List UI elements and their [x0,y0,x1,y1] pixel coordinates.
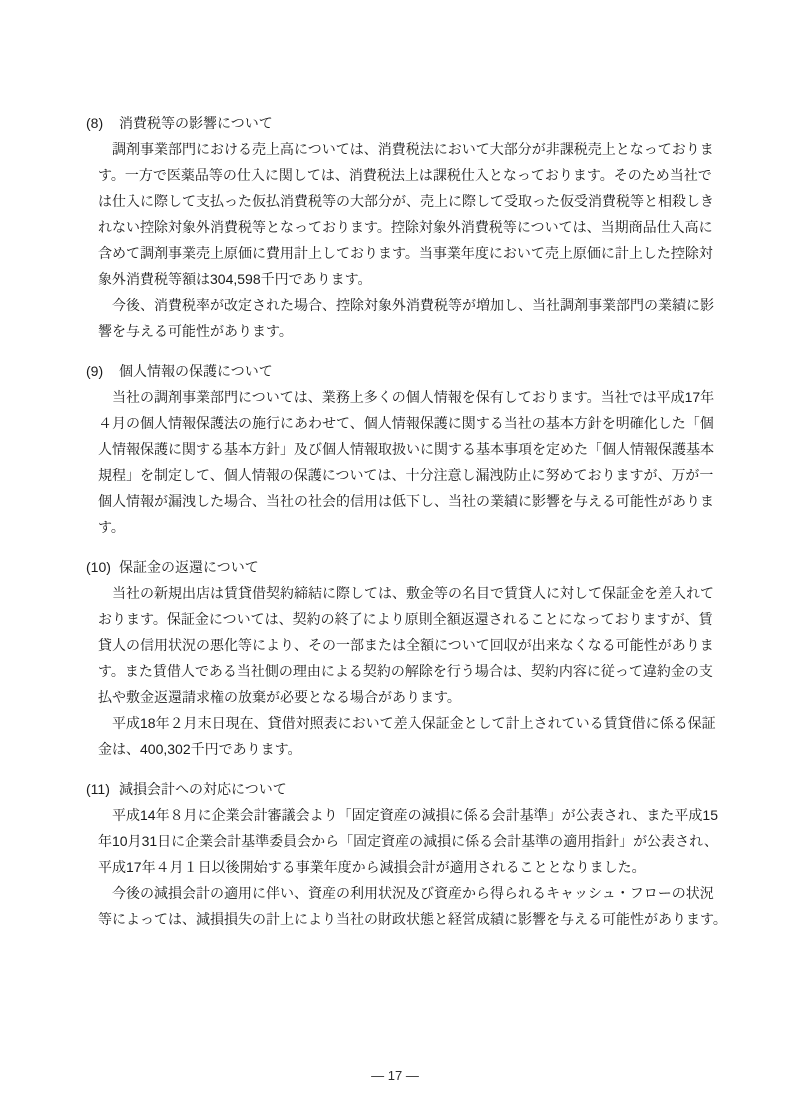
paragraph [0,802,790,880]
text-line: 今後の減損会計の適用に伴い、資産の利用状況及び資産から得られるキャッシュ・フローの状況 [112,885,714,901]
text-line: 等によっては、減損損失の計上により当社の財政状態と経営成績に影響を与える可能性があります。 [98,911,727,927]
text-line: 調剤事業部門における売上高については、消費税法において大部分が非課税売上となっておりま [112,141,714,157]
section-title: 消費税等の影響について [119,115,273,131]
risk-section [0,776,790,932]
section-title: 個人情報の保護について [119,363,273,379]
text-line: 今後、消費税率が改定された場合、控除対象外消費税等が増加し、当社調剤事業部門の業績に影 [112,297,714,313]
section-paragraphs [0,384,790,540]
page-footer [0,1066,790,1086]
section-paragraphs [0,136,790,344]
section-number: (9) [86,363,104,379]
paragraph [0,880,790,932]
risk-section [0,554,790,762]
text-line: す。一方で医薬品等の仕入に関しては、消費税法上は課税仕入となっております。そのため当社で [98,167,712,183]
text-line: 平成17年４月１日以後開始する事業年度から減損会計が適用されることとなりました。 [98,859,646,875]
section-number: (10) [86,559,111,575]
section-heading [0,110,790,136]
section-heading [0,554,790,580]
paragraph [0,580,790,710]
text-line: 含めて調剤事業売上原価に費用計上しております。当事業年度において売上原価に計上した控除対 [98,245,713,261]
risk-sections [0,110,790,932]
text-line: 金は、400,302千円であります。 [98,741,302,757]
text-line: 平成14年８月に企業会計審議会より「固定資産の減損に係る会計基準」が公表され、また平成15 [112,807,718,823]
paragraph [0,710,790,762]
section-heading [0,776,790,802]
text-line: 貸人の信用状況の悪化等により、その一部または全額について回収が出来なくなる可能性がありま [98,637,714,653]
text-line: 規程」を制定して、個人情報の保護については、十分注意し漏洩防止に努めておりますが、万が一 [98,467,714,483]
text-line: す。また賃借人である当社側の理由による契約の解除を行う場合は、契約内容に従って違約金の支 [98,663,713,679]
text-line: ４月の個人情報保護法の施行にあわせて、個人情報保護に関する当社の基本方針を明確化した「個 [98,415,714,431]
text-line: 個人情報が漏洩した場合、当社の社会的信用は低下し、当社の業績に影響を与える可能性がありま [98,493,714,509]
section-number: (11) [86,781,110,797]
text-line: 響を与える可能性があります。 [98,323,293,339]
page-number: — 17 — [371,1068,419,1083]
risk-section [0,358,790,540]
text-line: は仕入に際して支払った仮払消費税等の大部分が、売上に際して受取った仮受消費税等と相殺しき [98,193,714,209]
section-paragraphs [0,802,790,932]
text-line: 当社の調剤事業部門については、業務上多くの個人情報を保有しております。当社では平成17年 [112,389,715,405]
paragraph [0,292,790,344]
section-title: 減損会計への対応について [119,781,287,797]
risk-section [0,110,790,344]
section-number: (8) [86,115,104,131]
text-line: す。 [98,519,125,535]
text-line: 人情報保護に関する基本方針」及び個人情報取扱いに関する基本事項を定めた「個人情報保護基本 [98,441,714,457]
section-title: 保証金の返還について [119,559,259,575]
text-line: 平成18年２月末日現在、貸借対照表において差入保証金として計上されている賃貸借に係る保証 [112,715,716,731]
section-paragraphs [0,580,790,762]
section-heading [0,358,790,384]
paragraph [0,136,790,292]
text-line: 当社の新規出店は賃貸借契約締結に際しては、敷金等の名目で賃貸人に対して保証金を差入れて [112,585,714,601]
text-line: 年10月31日に企業会計基準委員会から「固定資産の減損に係る会計基準の適用指針」が公表され、 [98,833,718,849]
text-line: おります。保証金については、契約の終了により原則全額返還されることになっておりますが、賃 [98,611,713,627]
text-line: 払や敷金返還請求権の放棄が必要となる場合があります。 [98,689,461,705]
text-line: れない控除対象外消費税等となっております。控除対象外消費税等については、当期商品仕入高に [98,219,713,235]
text-line: 象外消費税等額は304,598千円であります。 [98,271,372,287]
paragraph [0,384,790,540]
